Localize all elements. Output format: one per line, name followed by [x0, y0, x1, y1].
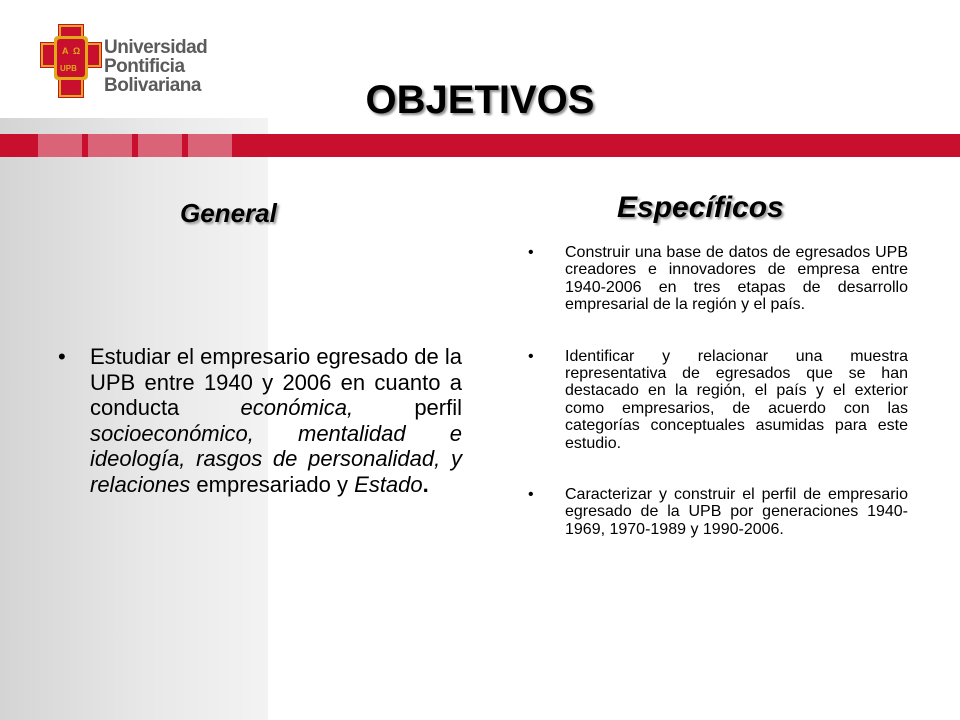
general-objective: [58, 344, 462, 497]
logo-line-2: Pontificia: [104, 56, 185, 77]
list-item: [528, 348, 908, 452]
especifico-3-text: Caracterizar y construir el perfil de empresario egresado de la UPB por generaciones 1940-1969, 1970-1989 y 1990-2006.: [565, 486, 908, 538]
logo-line-1: Universidad: [104, 37, 208, 58]
bullet-dot: •: [58, 344, 66, 369]
bullet-dot: •: [528, 347, 534, 365]
especificos-heading: Específicos: [617, 191, 784, 224]
bullet-dot: •: [528, 486, 534, 504]
especifico-2-text: Identificar y relacionar una muestra representativa de egresados que se han destacado en la región, el país y el exterior como empresarios, de acuerdo con las categorías conceptuales asumidas para este estudio.: [565, 347, 908, 452]
general-objective-text: Estudiar el empresario egresado de la UPB entre 1940 y 2006 en cuanto a conducta económica, perfil socioeconómico, mentalidad e ideología, rasgos de personalidad, y relaciones empresariado y Estado.: [90, 344, 462, 497]
shield-omega: Ω: [73, 46, 81, 56]
especificos-list: [528, 244, 908, 572]
list-item: [528, 244, 908, 314]
shield-alpha: A: [62, 46, 69, 56]
bullet-dot: •: [528, 244, 534, 261]
logo-line-3: Bolivariana: [104, 75, 201, 96]
general-heading: General: [180, 198, 277, 228]
list-item: [528, 486, 908, 538]
slide-title: OBJETIVOS: [365, 78, 595, 122]
especifico-1-text: Construir una base de datos de egresados UPB creadores e innovadores de empresa entre 1940-2006 en tres etapas de desarrollo empresarial de la región y el país.: [565, 244, 908, 314]
shield-upb: UPB: [60, 64, 77, 73]
red-accent-bar: [0, 134, 960, 157]
